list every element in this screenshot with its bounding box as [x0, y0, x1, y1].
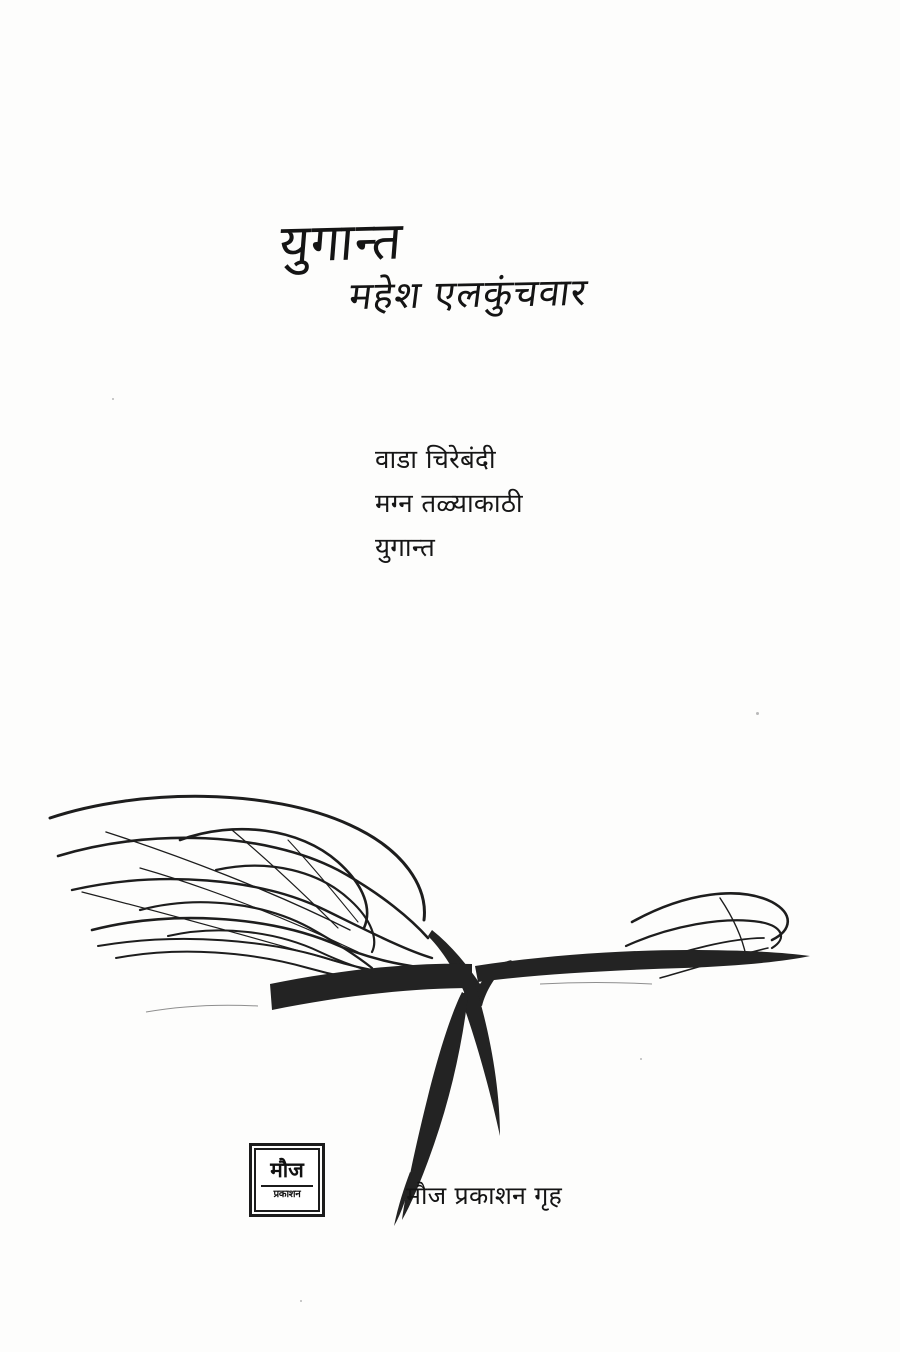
logo-inner-border — [254, 1148, 320, 1212]
publisher-logo — [249, 1143, 325, 1217]
author-name: महेश एलकुंचवार — [346, 269, 591, 319]
logo-divider — [261, 1185, 313, 1187]
scan-speck — [756, 712, 759, 715]
scan-speck — [640, 1058, 642, 1060]
list-item: वाडा चिरेबंदी — [375, 445, 496, 475]
works-list — [375, 438, 755, 570]
publisher-name: मौज प्रकाशन गृह — [406, 1181, 562, 1210]
logo-top-text: मौज — [270, 1158, 304, 1182]
scan-speck — [112, 398, 114, 400]
list-item: युगान्त — [375, 533, 436, 563]
book-title: युगान्त — [277, 211, 405, 275]
title-block — [277, 205, 680, 355]
logo-bottom-text: प्रकाशन — [273, 1189, 301, 1200]
leaf-brush-artwork — [20, 770, 820, 1240]
scan-speck — [300, 1300, 302, 1302]
list-item: मग्न तळ्याकाठी — [375, 489, 523, 519]
